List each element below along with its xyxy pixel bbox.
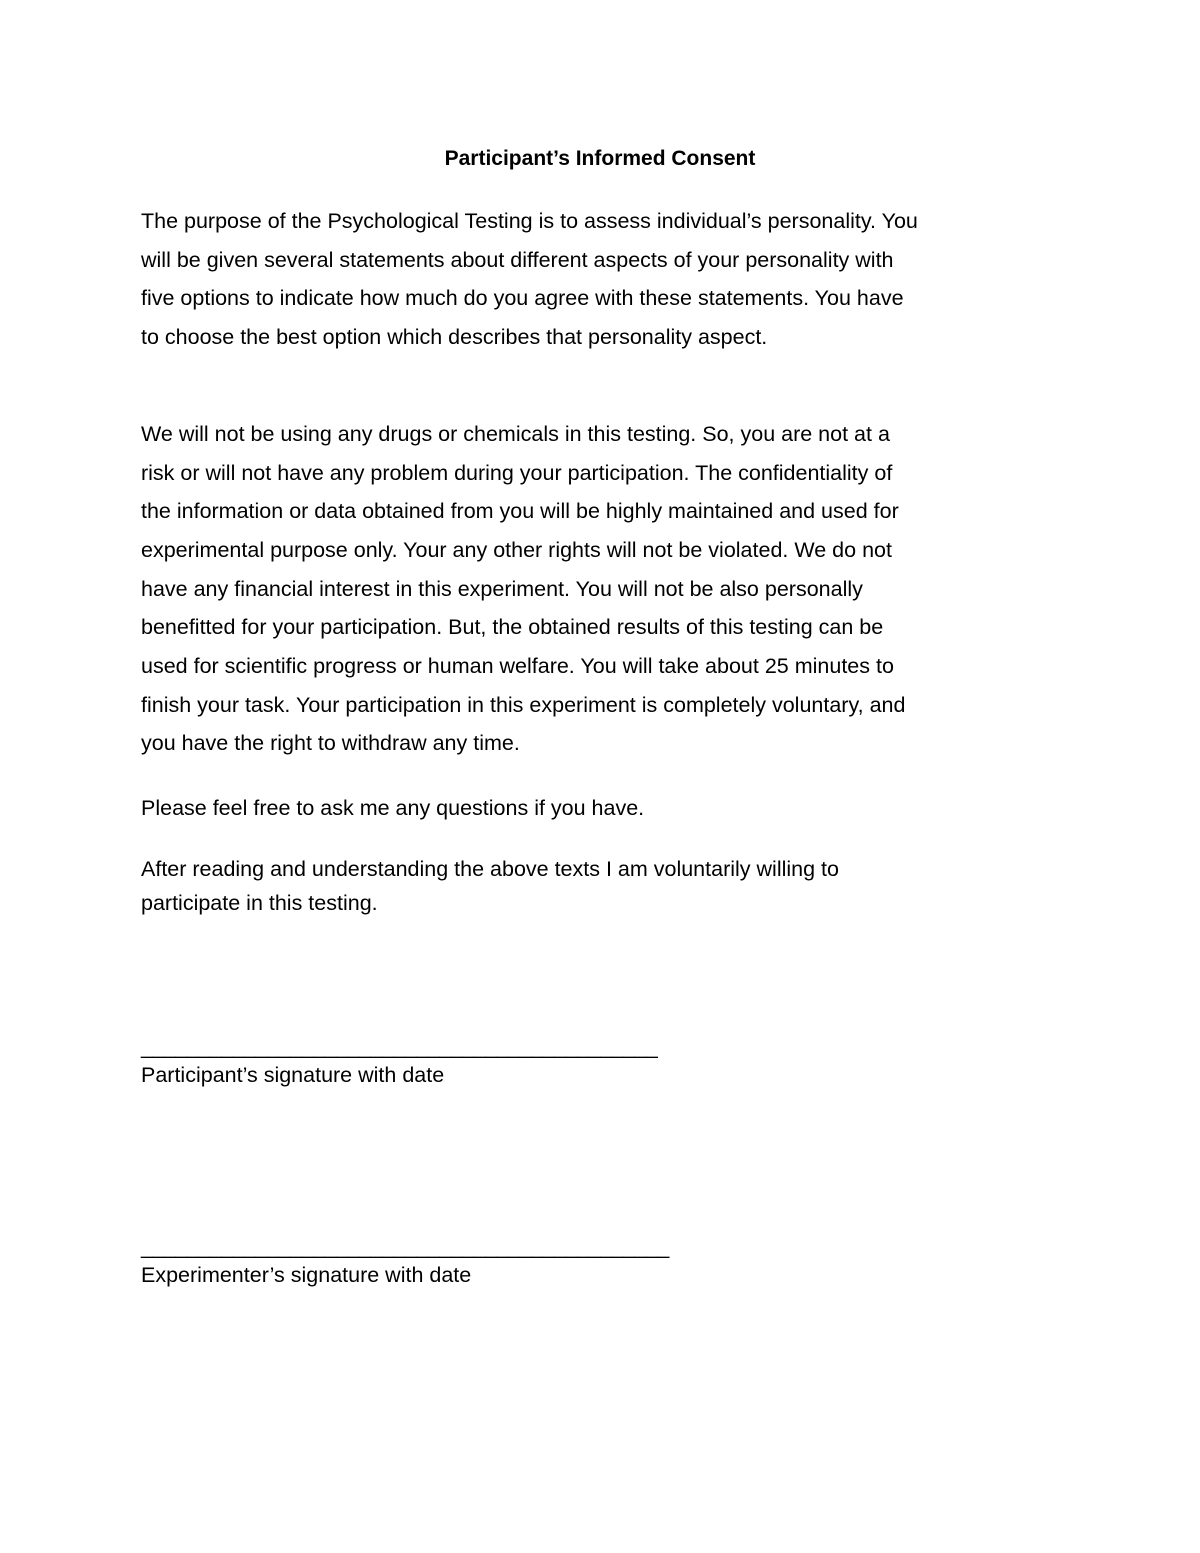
paragraph-line: five options to indicate how much do you agree with these statements. You have <box>141 286 904 311</box>
paragraph-line: Please feel free to ask me any questions if you have. <box>141 796 645 821</box>
paragraph-line: the information or data obtained from you will be highly maintained and used for <box>141 499 899 524</box>
experimenter-signature-label: Experimenter’s signature with date <box>141 1263 472 1287</box>
paragraph-line: benefitted for your participation. But, the obtained results of this testing can be <box>141 615 884 640</box>
spacer <box>141 763 1061 789</box>
paragraph-line: have any financial interest in this experiment. You will not be also personally <box>141 576 863 601</box>
spacer <box>141 357 1061 415</box>
paragraph-line: experimental purpose only. Your any other rights will not be violated. We do not <box>141 537 892 562</box>
purpose-paragraph <box>141 202 1061 357</box>
document-body <box>141 142 1061 920</box>
spacer <box>141 828 1061 852</box>
paragraph-line: finish your task. Your participation in this experiment is completely voluntary, and <box>141 692 906 717</box>
paragraph-line: The purpose of the Psychological Testing is to assess individual’s personality. You <box>141 209 918 233</box>
paragraph-line: to choose the best option which describes that personality aspect. <box>141 325 768 350</box>
participant-signature-block <box>141 1036 658 1090</box>
participant-signature-label: Participant’s signature with date <box>141 1063 445 1087</box>
risk-and-confidentiality-paragraph <box>141 415 1061 763</box>
participant-signature-line[interactable]: _____________________________________________ <box>141 1036 658 1059</box>
agreement-paragraph <box>141 852 1061 920</box>
paragraph-line: will be given several statements about different aspects of your personality with <box>141 247 894 272</box>
questions-paragraph <box>141 789 1061 828</box>
paragraph-line: After reading and understanding the above texts I am voluntarily willing to <box>141 856 839 881</box>
paragraph-line: participate in this testing. <box>141 890 378 915</box>
paragraph-line: used for scientific progress or human welfare. You will take about 25 minutes to <box>141 654 894 679</box>
paragraph-line: We will not be using any drugs or chemicals in this testing. So, you are not at a <box>141 421 890 446</box>
paragraph-line: you have the right to withdraw any time. <box>141 731 520 756</box>
experimenter-signature-block <box>141 1236 669 1290</box>
paragraph-line: risk or will not have any problem during your participation. The confidentiality of <box>141 460 893 485</box>
experimenter-signature-line[interactable]: ______________________________________________ <box>141 1236 670 1259</box>
document-title: Participant’s Informed Consent <box>444 147 756 170</box>
